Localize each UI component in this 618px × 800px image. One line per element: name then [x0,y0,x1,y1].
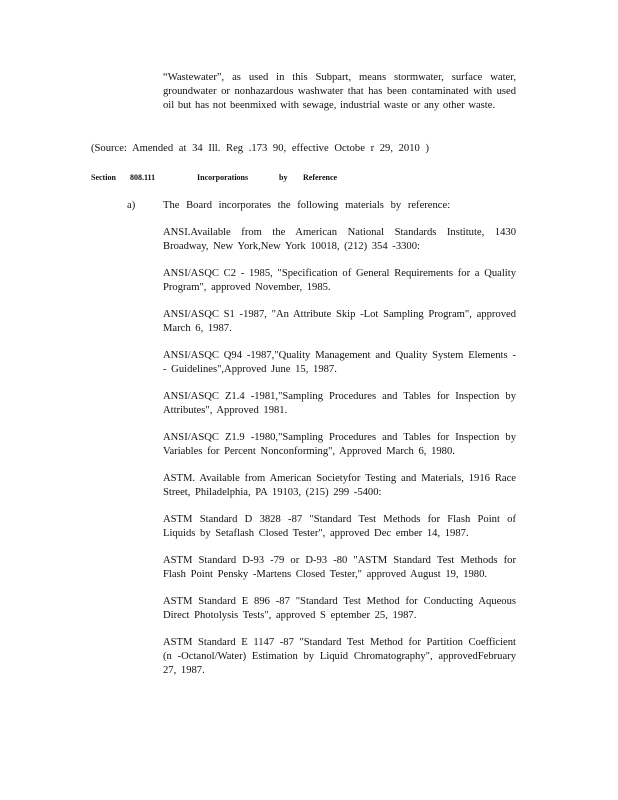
reference-entry-astm-e1147: ASTM Standard E 1147 -87 "Standard Test Method for Partition Coefficient (n -Octanol/Water) Estimation by Liquid Chromatography", approvedFebruary 27, 1987. [163,637,516,676]
section-word: Section [91,173,116,182]
section-number: 808.111 [130,173,156,182]
reference-entry-ansi-asqc-c2: ANSI/ASQC C2 - 1985, "Specification of General Requirements for a Quality Program", approved November, 1985. [163,268,516,293]
reference-entry-ansi-asqc-z1-9: ANSI/ASQC Z1.9 -1980,"Sampling Procedures and Tables for Inspection by Variables for Percent Nonconforming", Approved March 6, 1980. [163,432,516,457]
reference-entry-ansi: ANSI.Available from the American National Standards Institute, 1430 Broadway, New York,New York 10018, (212) 354 -3300: [163,227,516,252]
section-title-part-1: Incorporations [197,173,249,182]
wastewater-definition: “Wastewater”, as used in this Subpart, means stormwater, surface water, groundwater or nonhazardous washwater that has been contaminated with used oil but has not beenmixed with sewage, industrial waste or any other waste. [163,72,516,111]
reference-entry-astm-d93: ASTM Standard D-93 -79 or D-93 -80 "ASTM Standard Test Methods for Flash Point Pensky -Martens Closed Tester," approved August 19, 1980. [163,555,516,580]
reference-list [163,226,516,691]
reference-entry-ansi-asqc-q94: ANSI/ASQC Q94 -1987,"Quality Management and Quality System Elements -- Guidelines",Approved June 15, 1987. [163,350,516,375]
reference-entry-astm-e896: ASTM Standard E 896 -87 "Standard Test Method for Conducting Aqueous Direct Photolysis Tests", approved S eptember 25, 1987. [163,596,516,621]
reference-entry-astm-d3828: ASTM Standard D 3828 -87 "Standard Test Methods for Flash Point of Liquids by Setaflash Closed Tester", approved Dec ember 14, 1987. [163,514,516,539]
section-title-part-2: by [279,173,288,182]
subsection-a-text: The Board incorporates the following materials by reference: [163,200,451,211]
reference-entry-ansi-asqc-s1: ANSI/ASQC S1 -1987, "An Attribute Skip -Lot Sampling Program", approved March 6, 1987. [163,309,516,334]
source-note: (Source: Amended at 34 Ill. Reg .173 90, effective Octobe r 29, 2010 ) [91,143,429,154]
reference-entry-astm: ASTM. Available from American Societyfor Testing and Materials, 1916 Race Street, Philadelphia, PA 19103, (215) 299 -5400: [163,473,516,498]
subsection-a-label: a) [127,200,136,211]
reference-entry-ansi-asqc-z1-4: ANSI/ASQC Z1.4 -1981,"Sampling Procedures and Tables for Inspection by Attributes", Approved 1981. [163,391,516,416]
section-title-part-3: Reference [303,173,338,182]
